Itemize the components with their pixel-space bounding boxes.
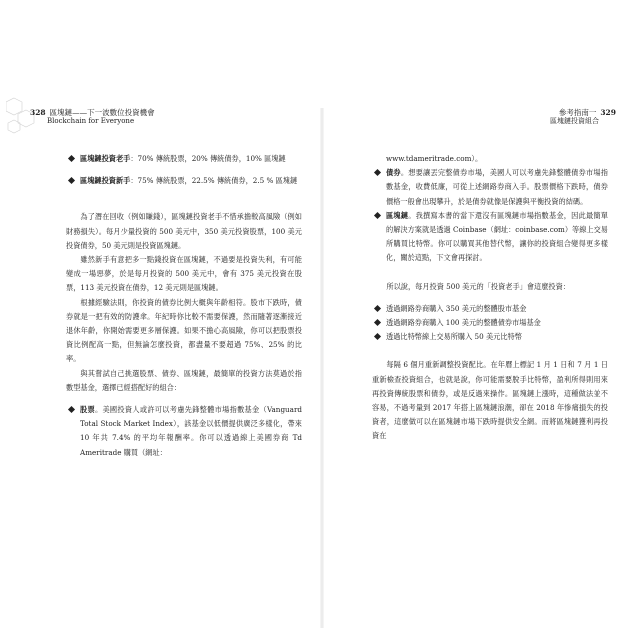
bullet-text: 。美國投資人或許可以考慮先鋒整體市場指數基金（Vanguard Total Stock Market Index），該基金以低價提供廣泛多樣化，帶來 10 年共 7.4% 的平均年報酬率。你可以透過線上美國券商 Td Ameritrade 購買（網址： xyxy=(80,405,302,457)
right-page-number: 329 xyxy=(600,108,616,117)
bullet-veteran xyxy=(66,152,302,166)
bullet-text: 。想要讓丟完整債券市場，美國人可以考慮先鋒整體債券市場指數基金，收費低廉，可從上述網路券商入手。股票價格下跌時，債券價格一般會出現攀升，於是債券就像是保護與平衡投資的結碼。 xyxy=(386,168,608,206)
bullet-term: 股票 xyxy=(80,405,95,415)
list-item: 透過比特幣線上交易所購入 50 美元比特幣 xyxy=(372,330,608,344)
list-item: 透過網路券商購入 350 美元的整體股市基金 xyxy=(372,302,608,316)
list-item: 透過網路券商購入 100 美元的整體債券市場基金 xyxy=(372,316,608,330)
right-page xyxy=(326,108,622,628)
right-running-header xyxy=(550,108,616,126)
bullet-text: ：70% 傳統股票，20% 傳統債券，10% 區塊鏈 xyxy=(130,154,286,163)
bullet-term: 區塊鏈投資老手 xyxy=(80,154,131,163)
bullet-text: 。我撰寫本書的當下還沒有區塊鏈市場指數基金，因此最簡單的解決方案就是透過 Coinbase（網址：coinbase.com）等線上交易所購買比特幣。你可以購買其他替代幣，讓你的投資組合變得更多樣化，關於這點，下文會再探討。 xyxy=(386,210,608,263)
book-subtitle: Blockchain for Everyone xyxy=(47,117,135,125)
bullet-newcomer xyxy=(66,174,302,188)
bullet-term: 區塊鏈投資新手 xyxy=(80,176,131,186)
bullet-text: ：75% 傳統股票，22.5% 傳統債券，2.5 % 區塊鏈 xyxy=(130,176,298,186)
chapter-title: 參考指南一 xyxy=(558,108,597,117)
left-body-text xyxy=(66,152,302,460)
bullet-bonds xyxy=(372,166,608,209)
left-running-header xyxy=(30,108,155,126)
left-page xyxy=(22,108,318,628)
left-page-number: 328 xyxy=(30,108,46,117)
book-gutter xyxy=(320,108,324,628)
paragraph: 為了潛在回收（例如賺錢），區塊鏈投資老手不惜承擔較高風險（例如財務損失）。每月少量投資的 500 美元中，350 美元投資股票，100 美元投資債券，50 美元則是投資區塊鏈。 xyxy=(66,212,302,250)
paragraph: 所以說，每月投資 500 美元的「投資老手」會這麼投資： xyxy=(386,281,570,291)
paragraph: 根據經驗法則，你投資的債券比例大概與年齡相符。股市下跌時，債券就是一把有效的防護傘。年紀時你比較不需要保護，然而隨著逐漸接近退休年齡，你開始需要更多層保護。如果不擔心高風險，你可以把股票投資比例配高一點，但無論怎麼投資，都盡量不要超過 75%、25% 的比率。 xyxy=(66,297,302,364)
open-book xyxy=(22,108,622,628)
chapter-subtitle: 區塊鏈投資組合 xyxy=(550,117,599,125)
paragraph: 每隔 6 個月重新調整投資配比。在年曆上標記 1 月 1 日和 7 月 1 日重新檢查投資組合，也就是說，你可能需要脫手比特幣，盈利所得則用來再投資傳統股票和債券，或是反過來操作。區塊鏈上漲時，這種做法並不容易，不過考量到 2017 年搭上區塊鏈浪潮，卻在 2018 年慘痛損失的投資者，這麼做可以在區塊鏈市場下跌時提供安全網。而將區塊鏈獲利再投資在 xyxy=(372,360,608,441)
paragraph: 與其嘗試自己挑選股票、債券、區塊鏈，最簡單的投資方法莫過於指數型基金，選擇已經搭配好的組合： xyxy=(66,368,302,392)
bullet-blockchain xyxy=(372,209,608,266)
bullet-stocks xyxy=(66,403,302,460)
bullet-term: 債券 xyxy=(386,168,401,178)
bullet-term: 區塊鏈 xyxy=(386,210,409,220)
right-body-text xyxy=(372,152,608,444)
paragraph: 雖然新手有意把多一點錢投資在區塊鏈，不過要是投資失利，有可能變成一場惡夢，於是每月投資的 500 美元中，會有 375 美元投資在股票，113 美元投資在債券，12 美元則是區塊鏈。 xyxy=(66,255,302,293)
book-title: 區塊鏈——下一波數位投資機會 xyxy=(49,108,155,117)
continuation-text: www.tdameritrade.com）。 xyxy=(386,154,483,163)
